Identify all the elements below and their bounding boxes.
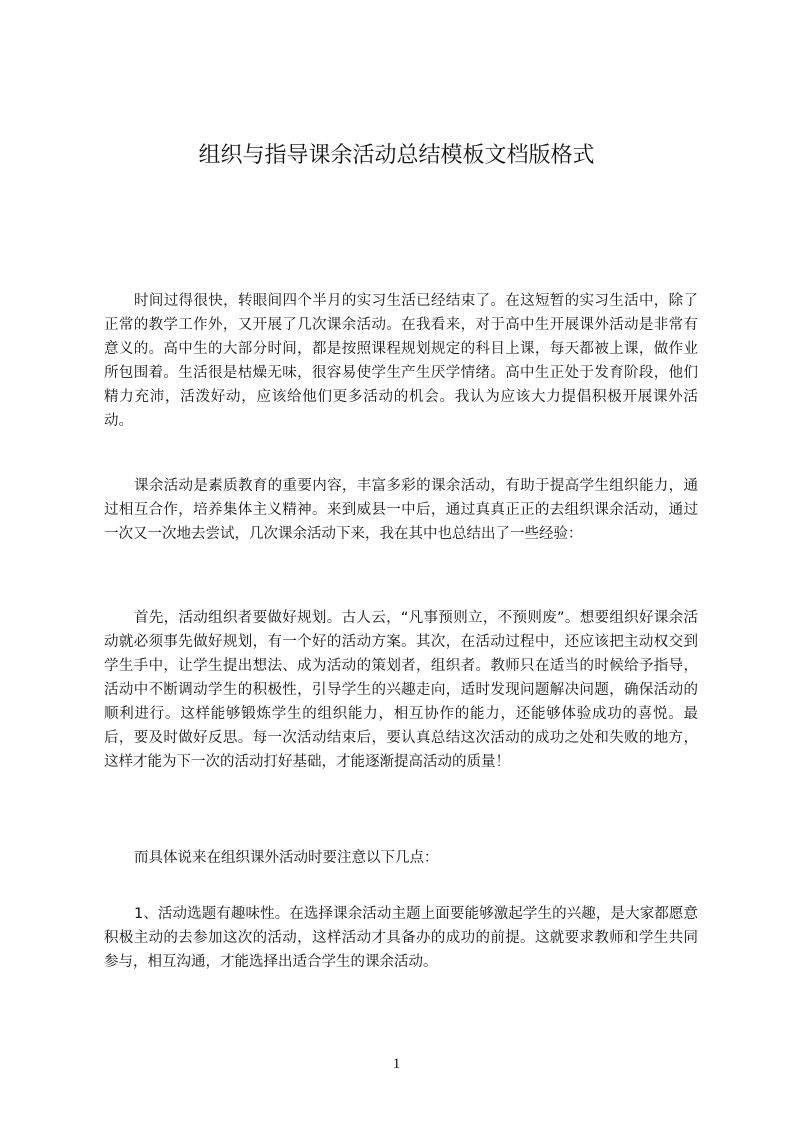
document-title: 组织与指导课余活动总结模板文档版格式 <box>198 143 595 168</box>
paragraph-points-intro: 而具体说来在组织课外活动时要注意以下几点： <box>134 850 439 866</box>
paragraph-point-1: 1、活动选题有趣味性。在选择课余活动主题上面要能够激起学生的兴趣，是大家都愿意积极主动的去参加这次的活动，这样活动才具备办的成功的前提。这就要求教师和学生共同参与，相互沟通，才能选择出适合学生的课余活动。 <box>104 906 698 970</box>
page-number: 1 <box>392 1056 401 1072</box>
paragraph-planning: 首先，活动组织者要做好规划。古人云，“凡事预则立，不预则废”。想要组织好课余活动就必须事先做好规划，有一个好的活动方案。其次，在活动过程中，还应该把主动权交到学生手中，让学生提出想法、成为活动的策划者，组织者。教师只在适当的时候给予指导，活动中不断调动学生的积极性，引导学生的兴趣走向，适时发现问题解决问题，确保活动的顺利进行。这样能够锻炼学生的组织能力，相互协作的能力，还能够体验成功的喜悦。最后，要及时做好反思。每一次活动结束后，要认真总结这次活动的成功之处和失败的地方，这样才能为下一次的活动打好基础，才能逐渐提高活动的质量！ <box>104 610 698 770</box>
paragraph-intro: 时间过得很快，转眼间四个半月的实习生活已经结束了。在这短暂的实习生活中，除了正常的教学工作外，又开展了几次课余活动。在我看来，对于高中生开展课外活动是非常有意义的。高中生的大部分时间，都是按照课程规划规定的科目上课，每天都被上课，做作业所包围着。生活很是枯燥无味，很容易使学生产生厌学情绪。高中生正处于发育阶段，他们精力充沛，活泼好动，应该给他们更多活动的机会。我认为应该大力提倡积极开展课外活动。 <box>104 293 698 429</box>
paragraph-importance: 课余活动是素质教育的重要内容，丰富多彩的课余活动，有助于提高学生组织能力，通过相互合作，培养集体主义精神。来到威县一中后，通过真真正正的去组织课余活动，通过一次又一次地去尝试，几次课余活动下来，我在其中也总结出了一些经验： <box>104 478 698 542</box>
